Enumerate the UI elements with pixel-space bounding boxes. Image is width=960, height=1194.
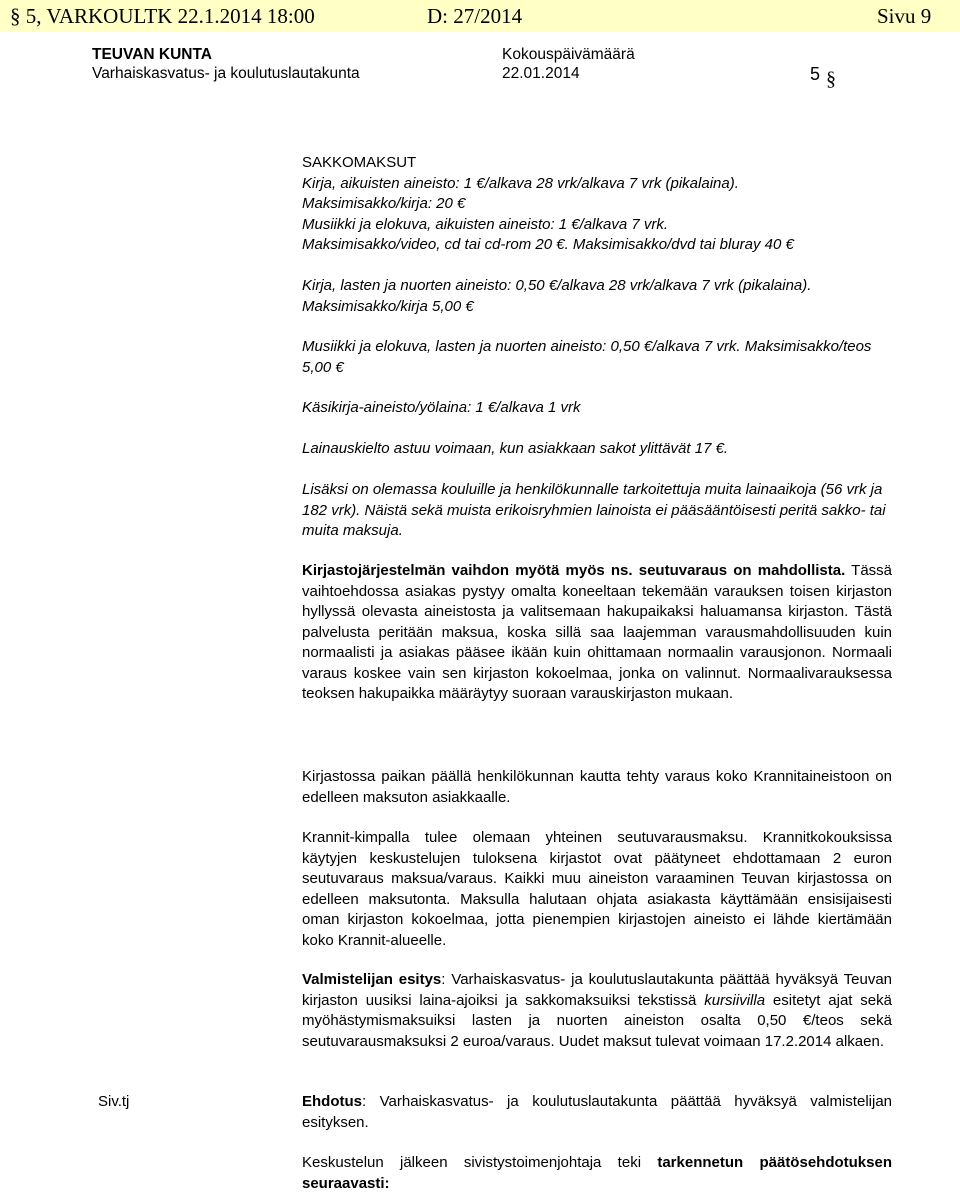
discussion-paragraph <box>302 1153 892 1194</box>
regional-reservation-text: Tässä vaihtoehdossa asiakas pystyy omalta koneeltaan tekemään varauksen toisen kirjaston hyllyssä olevasta aineistosta ja valitsemaan hakupaikaksi haluamansa kirjaston. Tästä palvelusta peritään maksua, koska sillä saa laajemman varausmahdollisuuden kuin normaalisti ja asiakas pääsee ikään kuin ohittamaan normaalin varausjonon. Normaali varaus koskee vain sen kirjaston kokoelmaa, jonka on valinnut. Normaalivarauksessa teoksen hakupaikka määräytyy suoraan varauskirjaston mukaan. <box>302 562 892 702</box>
header-section: § 5, VARKOULTK 22.1.2014 18:00 <box>10 4 315 28</box>
meeting-date: 22.01.2014 <box>502 65 580 82</box>
board-name: Varhaiskasvatus- ja koulutuslautakunta <box>92 65 360 82</box>
fines-line: Musiikki ja elokuva, aikuisten aineisto: 1 €/alkava 7 vrk. <box>302 215 669 233</box>
discussion-bold: tarkennetun päätösehdotuksen seuraavasti: <box>302 1154 892 1192</box>
motion-paragraph <box>302 1092 892 1133</box>
section-number: 5 <box>810 64 821 84</box>
fines-heading: SAKKOMAKSUT <box>302 154 417 171</box>
manuscript-fines: Käsikirja-aineisto/yölaina: 1 €/alkava 1 vrk <box>302 399 581 416</box>
fines-line: Kirja, aikuisten aineisto: 1 €/alkava 28 vrk/alkava 7 vrk (pikalaina). <box>302 174 739 192</box>
fines-block <box>302 153 892 256</box>
children-books-fines: Kirja, lasten ja nuorten aineisto: 0,50 €/alkava 28 vrk/alkava 7 vrk (pikalaina). Maksimisakko/kirja 5,00 € <box>302 277 812 315</box>
municipality-name: TEUVAN KUNTA <box>92 46 212 63</box>
school-loans-text: Lisäksi on olemassa kouluille ja henkilökunnalle tarkoitettuja muita lainaaikoja (56 vrk ja 182 vrk). Näistä sekä muista erikoisryhmien lainoista ei pääsääntöisesti peritä sakko- tai muita maksuja. <box>302 481 886 539</box>
loan-ban-text: Lainauskielto astuu voimaan, kun asiakkaan sakot ylittävät 17 €. <box>302 440 729 457</box>
staff-reservation-paragraph: Kirjastossa paikan päällä henkilökunnan kautta tehty varaus koko Krannitaineistoon on edelleen maksuton asiakkaalle. <box>302 768 892 806</box>
meeting-date-label: Kokouspäivämäärä <box>502 46 635 63</box>
side-label: Siv.tj <box>98 1093 130 1110</box>
proposal-italic: kursiivilla <box>704 991 766 1009</box>
header-page: Sivu 9 <box>877 4 932 28</box>
motion-label: Ehdotus <box>302 1093 362 1110</box>
proposal-text: : Varhaiskasvatus- ja koulutuslautakunta päättää hyväksyä Teuvan kirjaston uusiksi laina-ajoiksi ja sakkomaksuiksi tekstissä <box>302 971 893 1009</box>
fines-line: Maksimisakko/kirja: 20 € <box>302 195 466 212</box>
krannit-paragraph: Krannit-kimpalla tulee olemaan yhteinen seutuvarausmaksu. Krannitkokouksissa käytyjen keskustelujen tuloksena kirjastot ovat päätyneet ehdottamaan 2 euron seutuvaraus maksua/varaus. Kaikki muu aineiston varaaminen Teuvan kirjastossa on edelleen maksutonta. Maksulla halutaan ohjata asiakasta käyttämään ensisijaisesti oman kirjaston kokoelmaa, jotta pienempien kirjastojen aineisto ei lähde kiertämään koko Krannit-alueelle. <box>302 829 892 949</box>
proposal-text-end: esitetyt ajat sekä myöhästymismaksuiksi lasten ja nuorten aineiston osalta 0,50 €/teos sekä seutuvarausmaksuksi 2 euroa/varaus. Uudet maksut tulevat voimaan 17.2.2014 alkaen. <box>302 991 892 1050</box>
section-mark: § <box>826 68 836 90</box>
motion-text: : Varhaiskasvatus- ja koulutuslautakunta päättää hyväksyä valmistelijan esityksen. <box>302 1093 892 1131</box>
proposal-label: Valmistelijan esitys <box>302 971 442 988</box>
fines-line: Maksimisakko/video, cd tai cd-rom 20 €. Maksimisakko/dvd tai bluray 40 € <box>302 236 794 253</box>
regional-reservation-paragraph <box>302 561 892 705</box>
regional-reservation-lead: Kirjastojärjestelmän vaihdon myötä myös ns. seutuvaraus on mahdollista. <box>302 562 846 579</box>
header-diary-number: D: 27/2014 <box>427 4 523 28</box>
children-media-fines: Musiikki ja elokuva, lasten ja nuorten aineisto: 0,50 €/alkava 7 vrk. Maksimisakko/teos 5,00 € <box>302 338 872 376</box>
discussion-text: Keskustelun jälkeen sivistystoimenjohtaja teki <box>302 1154 658 1171</box>
proposal-paragraph <box>302 970 892 1052</box>
document-header-bar <box>0 0 960 32</box>
